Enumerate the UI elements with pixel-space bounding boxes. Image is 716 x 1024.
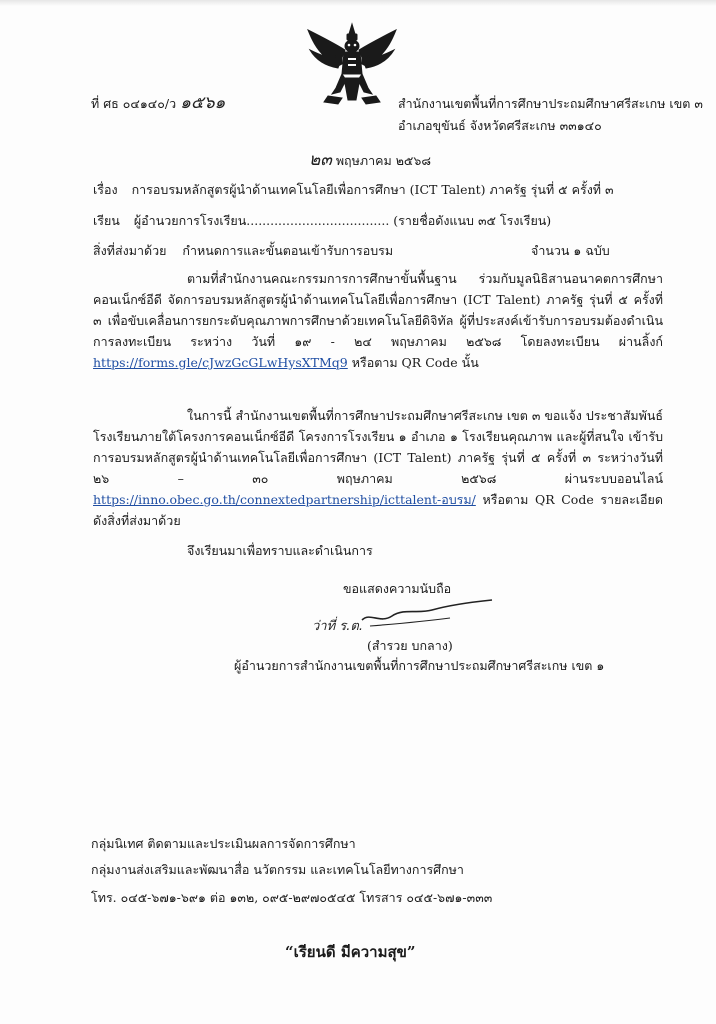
date-day-handwritten: ๒๓ xyxy=(309,150,332,170)
footer-department-2: กลุ่มงานส่งเสริมและพัฒนาสื่อ นวัตกรรม และเทคโนโลยีทางการศึกษา xyxy=(91,862,464,877)
subject-label: เรื่อง xyxy=(93,182,118,197)
reference-number xyxy=(91,89,225,116)
subject-text: การอบรมหลักสูตรผู้นำด้านเทคโนโลยีเพื่อการศึกษา (ICT Talent) ภาครัฐ รุ่นที่ ๕ ครั้งที่ ๓ xyxy=(131,182,614,197)
paragraph-1-text: ตามที่สำนักงานคณะกรรมการการศึกษาขั้นพื้นฐาน ร่วมกับมูลนิธิสานอนาคตการศึกษา คอนเน็กซ์อีดี จัดการอบรมหลักสูตรผู้นำด้านเทคโนโลยีเพื่อการศึกษา (ICT Talent) ภาครัฐ รุ่นที่ ๕ ครั้งที่ ๓ เพื่อขับเคลื่อนการยกระดับคุณภาพการศึกษาด้วยเทคโนโลยีดิจิทัล ผู้ที่ประสงค์เข้ารับการอบรมต้องดำเนินการลงทะเบียน ระหว่าง วันที่ ๑๙ - ๒๔ พฤษภาคม ๒๕๖๘ โดยลงทะเบียน ผ่านลิ้งก์ xyxy=(93,271,663,349)
issuer-line-1: สำนักงานเขตพื้นที่การศึกษาประถมศึกษาศรีสะเกษ เขต ๓ xyxy=(398,96,703,111)
paragraph-2-tail: หรือตาม QR Code รายละเอียดดังสิ่งที่ส่งมาด้วย xyxy=(93,492,663,528)
paragraph-1-tail: หรือตาม QR Code นั้น xyxy=(351,355,479,370)
enclosure-line xyxy=(93,241,393,261)
footer-department-1: กลุ่มนิเทศ ติดตามและประเมินผลการจัดการศึกษา xyxy=(91,836,356,851)
closing-request: จึงเรียนมาเพื่อทราบและดำเนินการ xyxy=(187,543,373,558)
subject-line xyxy=(93,180,614,200)
garuda-emblem-icon xyxy=(302,22,402,106)
paragraph-2-text: ในการนี้ สำนักงานเขตพื้นที่การศึกษาประถมศึกษาศรีสะเกษ เขต ๓ ขอแจ้ง ประชาสัมพันธ์โรงเรียนภายใต้โครงการคอนเน็กซ์อีดี โครงการโรงเรียน ๑ อำเภอ ๑ โรงเรียนคุณภาพ และผู้ที่สนใจ เข้ารับการอบรมหลักสูตรผู้นำด้านเทคโนโลยีเพื่อการศึกษา (ICT Talent) ภาครัฐ รุ่นที่ ๕ ครั้งที่ ๓ ระหว่างวันที่ ๒๖ – ๓๐ พฤษภาคม ๒๕๖๘ ผ่านระบบออนไลน์ xyxy=(93,408,663,486)
footer-contact: โทร. ๐๔๕-๖๗๑-๖๙๑ ต่อ ๑๓๒, ๐๙๕-๒๙๗๐๕๔๕ โทรสาร ๐๔๕-๖๗๑-๓๓๓ xyxy=(91,890,493,905)
enclosure-count: จำนวน ๑ ฉบับ xyxy=(531,243,610,258)
ref-number-printed: ที่ ศธ ๐๔๑๔๐/ว xyxy=(91,96,177,111)
regards-text: ขอแสดงความนับถือ xyxy=(343,581,452,596)
recipient-line xyxy=(93,211,551,231)
issuer-line-2: อำเภอขุขันธ์ จังหวัดศรีสะเกษ ๓๓๑๔๐ xyxy=(398,118,602,133)
enclosure-label: สิ่งที่ส่งมาด้วย xyxy=(93,243,167,258)
body-paragraph-1 xyxy=(93,268,663,373)
recipient-text: ผู้อำนวยการโรงเรียน.................................... (รายชื่อดังแนบ ๓๕ โรงเรียน) xyxy=(133,213,552,228)
registration-form-link[interactable]: https://forms.gle/cJwzGcGLwHysXTMq9 xyxy=(93,355,348,370)
recipient-label: เรียน xyxy=(93,213,120,228)
signatory-name: (สำรวย บกลาง) xyxy=(367,638,453,653)
scan-edge xyxy=(0,0,716,6)
body-paragraph-2 xyxy=(93,405,663,531)
acting-title-handwritten: ว่าที่ ร.ต. xyxy=(312,619,363,634)
ref-number-handwritten: ๑๕๖๑ xyxy=(180,93,226,113)
date-month-year: พฤษภาคม ๒๕๖๘ xyxy=(335,153,431,168)
signatory-position: ผู้อำนวยการสำนักงานเขตพื้นที่การศึกษาประถมศึกษาศรีสะเกษ เขต ๑ xyxy=(234,658,605,673)
training-page-link[interactable]: https://inno.obec.go.th/connextedpartnership/icttalent-อบรม/ xyxy=(93,492,476,507)
enclosure-text: กำหนดการและขั้นตอนเข้ารับการอบรม xyxy=(182,243,394,258)
school-motto: “เรียนดี มีความสุข” xyxy=(285,943,416,961)
letter-date xyxy=(309,146,431,173)
